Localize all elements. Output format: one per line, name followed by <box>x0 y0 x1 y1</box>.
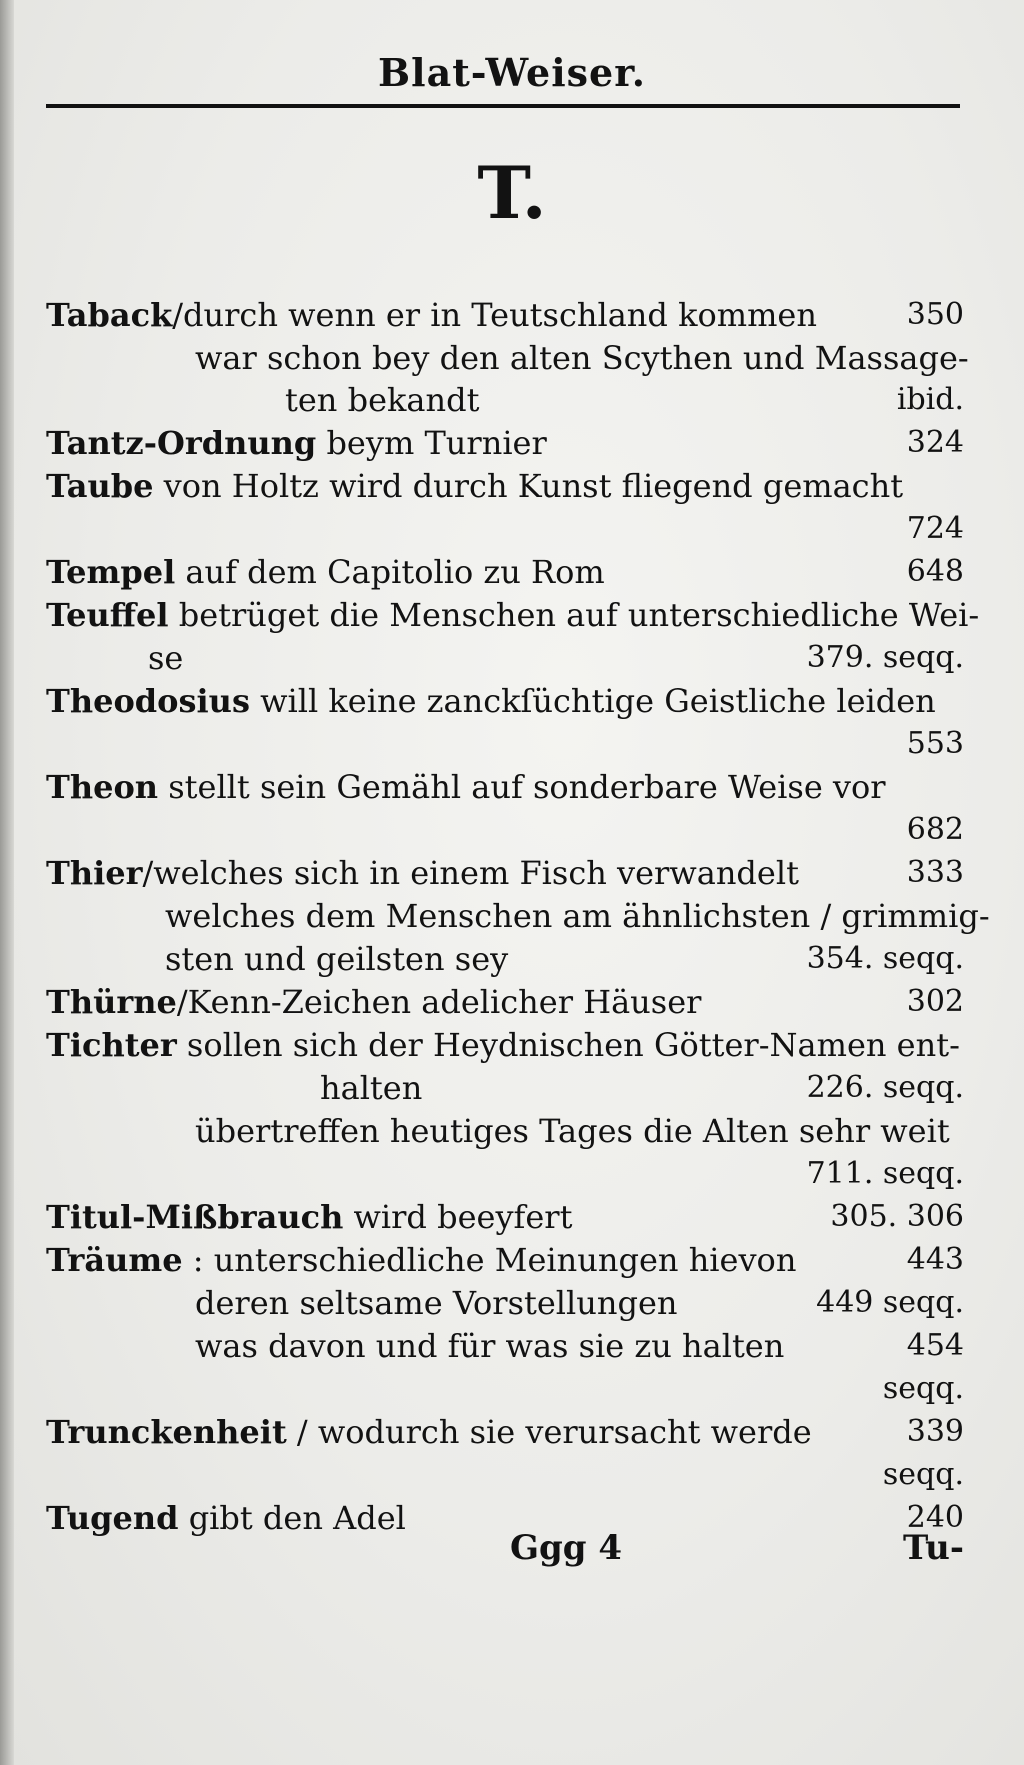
entry-text: / wodurch sie verursacht werde <box>286 1413 812 1451</box>
entry-head: Thürne <box>46 983 177 1021</box>
page-reference: 682 <box>906 812 964 847</box>
entry-text: /durch wenn er in Teutschland kommen <box>172 296 817 334</box>
entry-text: welches dem Menschen am ähnlichsten / grimmig- <box>165 897 990 935</box>
index-line <box>46 466 903 506</box>
entry-text: sollen sich der Heydnischen Götter-Namen ent- <box>176 1026 960 1064</box>
entry-text: gibt den Adel <box>178 1499 406 1537</box>
index-line <box>46 1197 572 1237</box>
page-reference: 350 <box>906 297 964 332</box>
index-line <box>46 552 605 592</box>
entry-text: übertreffen heutiges Tages die Alten sehr weit <box>195 1112 950 1150</box>
entry-head: Theon <box>46 768 159 806</box>
index-line <box>195 1111 950 1151</box>
index-line <box>195 1326 784 1366</box>
entry-text: ten bekandt <box>285 381 480 419</box>
entry-head: Tichter <box>46 1026 177 1064</box>
entry-head: Träume <box>46 1241 183 1279</box>
entry-text: /Kenn-Zeichen adelicher Häuser <box>176 983 702 1021</box>
entry-text: se <box>148 639 184 677</box>
entry-head: Tugend <box>46 1499 179 1537</box>
entry-text: sten und geilsten sey <box>165 940 509 978</box>
section-letter: T. <box>477 150 547 235</box>
entry-text: wird beeyfert <box>343 1198 573 1236</box>
entry-text: : unterschiedliche Meinungen hievon <box>182 1241 797 1279</box>
index-line <box>285 380 479 420</box>
page-footer <box>0 1528 1024 1578</box>
entry-head: Taube <box>46 467 154 505</box>
index-line <box>46 681 936 721</box>
entry-text: auf dem Capitolio zu Rom <box>175 553 605 591</box>
index-line <box>148 638 183 678</box>
index-line <box>46 1240 796 1280</box>
index-line <box>320 1068 422 1108</box>
entry-text: beym Turnier <box>316 424 547 462</box>
entry-text: deren seltsame Vorstellungen <box>195 1284 678 1322</box>
page-reference: 354. seqq. <box>806 941 964 976</box>
entry-head: Trunckenheit <box>46 1413 287 1451</box>
entry-head: Titul-Mißbrauch <box>46 1198 344 1236</box>
page-reference: 711. seqq. <box>806 1156 964 1191</box>
index-line <box>46 767 886 807</box>
entry-text: will keine zanckſüchtige Geistliche leiden <box>249 682 936 720</box>
entry-head: Taback <box>46 296 173 334</box>
page-reference: 443 <box>906 1242 964 1277</box>
page-reference: 240 <box>906 1500 964 1535</box>
entry-head: Theodosius <box>46 682 250 720</box>
page-reference: 454 <box>906 1328 964 1363</box>
page-reference: 333 <box>906 855 964 890</box>
page-reference: 648 <box>906 554 964 589</box>
entry-head: Tantz-Ordnung <box>46 424 317 462</box>
catchword: Tu- <box>902 1528 964 1568</box>
page-reference: 324 <box>906 425 964 460</box>
entry-text: halten <box>320 1069 423 1107</box>
index-line <box>46 982 701 1022</box>
running-header: Blat-Weiser. <box>378 50 646 95</box>
index-line <box>195 338 969 378</box>
index-line <box>165 896 990 936</box>
page-reference: ibid. <box>896 382 964 417</box>
entry-text: /welches sich in einem Fisch verwandelt <box>142 854 799 892</box>
index-line <box>46 853 799 893</box>
page-reference: 724 <box>906 511 964 546</box>
page-reference: seqq. <box>882 1457 964 1492</box>
page-reference: 339 <box>906 1414 964 1449</box>
page-reference: 379. seqq. <box>806 640 964 675</box>
index-line <box>195 1283 678 1323</box>
entry-text: von Holtz wird durch Kunst fliegend gemacht <box>153 467 904 505</box>
entry-head: Thier <box>46 854 143 892</box>
index-line <box>46 423 547 463</box>
page-reference: 226. seqq. <box>806 1070 964 1105</box>
signature-mark: Ggg 4 <box>510 1528 623 1568</box>
index-line <box>165 939 508 979</box>
page-reference: 302 <box>906 984 964 1019</box>
index-line <box>46 295 817 335</box>
entry-text: stellt sein Gemähl auf sonderbare Weise vor <box>158 768 886 806</box>
entry-head: Teuffel <box>46 596 169 634</box>
index-line <box>46 1025 960 1065</box>
entry-text: war schon bey den alten Scythen und Massage- <box>195 339 969 377</box>
entry-text: betrüget die Menschen auf unterschiedliche Wei- <box>168 596 980 634</box>
index-line <box>46 595 979 635</box>
page-reference: 449 seqq. <box>816 1285 964 1320</box>
index-line <box>46 1412 812 1452</box>
entry-head: Tempel <box>46 553 176 591</box>
page-reference: 305. 306 <box>830 1199 964 1234</box>
page-reference: 553 <box>906 726 964 761</box>
page-reference: seqq. <box>882 1371 964 1406</box>
entry-text: was davon und für was sie zu halten <box>195 1327 785 1365</box>
